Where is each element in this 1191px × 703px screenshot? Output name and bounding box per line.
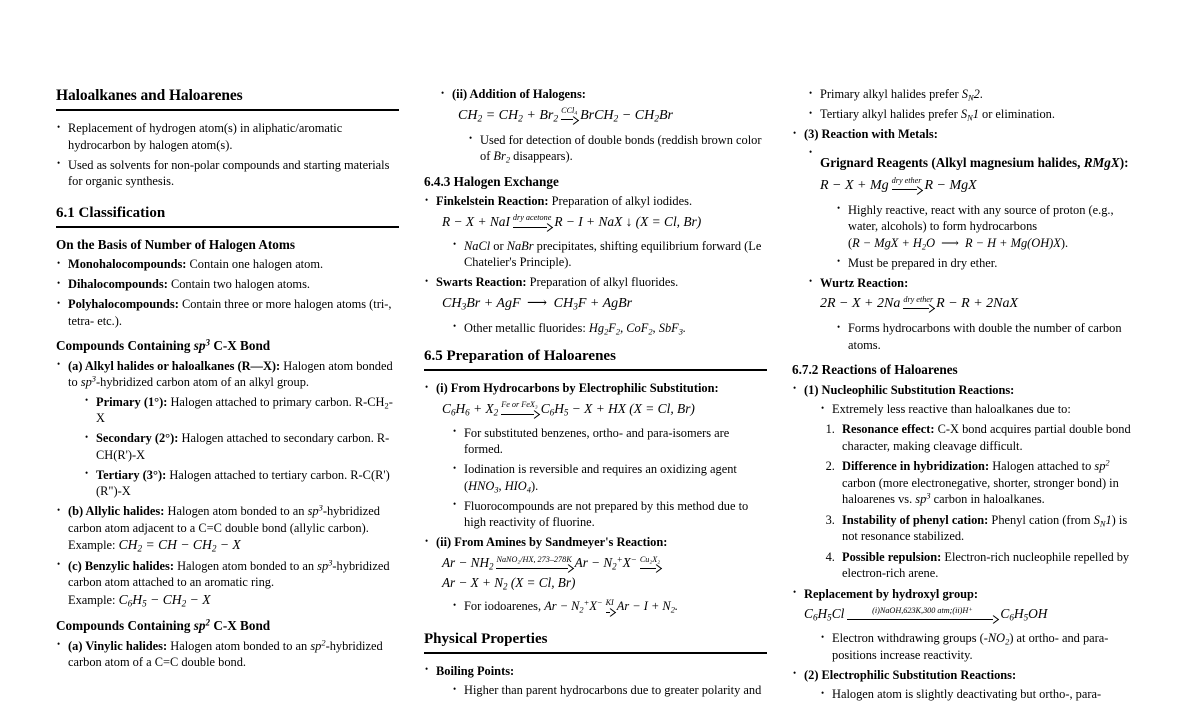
list-item: • Replacement of hydrogen atom(s) in aliphatic/aromatic hydrocarbon by halogen atom(s).	[56, 120, 399, 153]
term: (c) Benzylic halides:	[68, 558, 174, 573]
sp3-math: $sp^3$	[307, 503, 323, 519]
reaction-arrow	[501, 401, 538, 417]
list-item	[56, 296, 399, 329]
sp2-math: $sp^2$	[1094, 457, 1110, 473]
list-item	[424, 534, 767, 615]
arrow-label: dry ether	[903, 294, 934, 304]
list-item	[56, 358, 399, 500]
list-item	[792, 586, 1135, 664]
list-item-empty	[808, 146, 1135, 271]
list-item	[808, 86, 1135, 103]
term: Tertiary (3°):	[96, 467, 167, 482]
section-rule	[424, 652, 767, 654]
list-item: • Fluorocompounds are not prepared by this method due to high reactivity of fluorine.	[452, 498, 767, 531]
no2-math: $NO_2$	[987, 631, 1010, 647]
reaction-arrow	[640, 556, 660, 572]
arrow-label: CCl$_4$	[561, 106, 578, 117]
term: Primary (1°):	[96, 394, 168, 409]
subheading-sp3-bond	[56, 338, 399, 355]
list-item	[808, 106, 1135, 123]
wurtz-notes	[820, 320, 1135, 353]
term: Boiling Points:	[436, 663, 515, 678]
addition-equation: $CH_2 = CH_2 + Br_2$ CCl$_4$ BrCH$_2$ − $CH_2Br$	[458, 106, 673, 125]
term: Difference in hybridization:	[842, 459, 990, 473]
list-item: • Forms hydrocarbons with double the number of carbon atoms.	[836, 320, 1135, 353]
sn1-math: $S_N1$	[1093, 512, 1112, 528]
finkelstein-equation: R − X + NaI dry acetone R − I + NaX ↓ (X = Cl, Br)	[436, 212, 767, 232]
column-2	[424, 86, 767, 698]
term: Monohalocompounds:	[68, 257, 187, 272]
addition-list	[424, 86, 767, 165]
term: (a) Vinylic halides:	[68, 638, 168, 653]
term: Secondary (2°):	[96, 431, 179, 446]
physical-list	[424, 663, 767, 699]
subheading-basis: On the Basis of Number of Halogen Atoms	[56, 236, 295, 252]
plain-arrow: ⟶	[527, 295, 548, 311]
desc: Contain three or more halogen atoms (tri-, tetra- etc.).	[68, 297, 392, 328]
spacer	[820, 146, 1135, 155]
desc-post: carbon in haloalkanes.	[930, 492, 1045, 506]
wurtz-equation: 2R − X + 2Na dry ether R − R + 2NaX	[820, 294, 1019, 311]
list-item	[56, 638, 399, 671]
preference-list	[792, 86, 1135, 123]
subheading-haloarene-reactions: 6.7.2 Reactions of Haloarenes	[792, 362, 958, 377]
term: (a) Alkyl halides or haloalkanes (R—X):	[68, 358, 281, 373]
sp2-math: $sp^2$	[310, 637, 326, 653]
note-post: or elimination.	[978, 107, 1055, 121]
list-item	[838, 458, 1135, 508]
sp2-list	[56, 638, 399, 671]
list-item	[440, 86, 767, 165]
list-item: • Halogen atom is slightly deactivating but ortho-, para-	[820, 686, 1135, 703]
desc: Halogen attached to secondary carbon. R-CH(R')-X	[96, 431, 390, 462]
note-post: precipitates, shifting equilibrium forward (Le Chatelier's Principle).	[464, 238, 762, 270]
term: (i) From Hydrocarbons by Electrophilic Substitution:	[436, 381, 719, 396]
list-item	[56, 276, 399, 293]
list-item	[452, 238, 767, 271]
reaction-arrow	[513, 214, 551, 230]
boiling-notes	[436, 682, 767, 699]
list-item: • Used as solvents for non-polar compounds and starting materials for organic synthesis.	[56, 157, 399, 190]
term: Replacement by hydroxyl group:	[804, 586, 979, 601]
grignard-equation: R − X + Mg dry ether R − MgX	[820, 176, 977, 193]
electrophilic-equation: $C_6H_6 + X_2$ Fe or FeX₃ $C_6H_5 - X$ + HX (X = Cl, Br)	[442, 400, 695, 418]
desc: Halogen atom bonded to an	[170, 638, 311, 653]
heading-post: ):	[1119, 155, 1129, 170]
arrow-label: (i)NaOH,623K,300 atm;(ii)H⁺	[872, 605, 973, 615]
halogen-count-list	[56, 256, 399, 329]
term: Wurtz Reaction:	[820, 275, 909, 290]
heading-pre: Grignard Reagents (Alkyl magnesium halides,	[820, 155, 1084, 170]
list-item: • Higher than parent hydrocarbons due to greater polarity and	[452, 682, 767, 699]
section-preparation-haloarenes: 6.5 Preparation of Haloarenes	[424, 348, 616, 365]
halogen-exchange-list	[424, 193, 767, 336]
term: Instability of phenyl cation:	[842, 512, 989, 527]
term: Finkelstein Reaction:	[436, 194, 549, 208]
list-item	[424, 193, 767, 271]
list-item: • Extremely less reactive than haloalkanes due to:	[820, 401, 1135, 418]
heading-post: C-X Bond	[210, 338, 271, 354]
note-post: disappears).	[510, 149, 573, 163]
reasons-list	[804, 421, 1135, 582]
reaction-arrow	[606, 599, 614, 615]
example-label: Example:	[68, 538, 116, 553]
desc-post: ) is not resonance stabilized.	[842, 512, 1128, 543]
list-item	[424, 274, 767, 336]
sn2-math: $S_N2$	[961, 87, 980, 103]
arrow-shaft	[640, 565, 660, 572]
addition-notes	[452, 132, 767, 165]
desc-cont: -hybridized carbon atom adjacent to a C=C double bond (allylic carbon).	[68, 504, 380, 535]
metals-list	[792, 126, 1135, 143]
desc: Halogen atom bonded to an	[177, 558, 318, 573]
title-rule	[56, 109, 399, 111]
list-item	[792, 667, 1135, 703]
arrow-shaft	[513, 224, 551, 231]
preparation-list	[424, 380, 767, 615]
list-item	[452, 461, 767, 494]
sp3-list	[56, 358, 399, 609]
list-item	[56, 256, 399, 273]
list-item	[808, 275, 1135, 354]
page-title: Haloalkanes and Haloarenes	[56, 87, 243, 104]
sp3-math: $sp^3$	[80, 374, 96, 390]
note-mid: or	[490, 238, 507, 253]
list-item	[84, 394, 399, 427]
reaction-arrow	[903, 296, 933, 312]
term: Dihalocompounds:	[68, 277, 168, 292]
note-post: .	[979, 87, 983, 101]
degree-list	[68, 394, 399, 500]
sandmeyer-equation: $Ar - NH_2$ NaNO₂/HX, 273–278K $Ar - N_2^+X^-$ Cu₂X₂ $Ar - X + N_2$ (X = Cl, Br)	[442, 554, 661, 592]
rmgx-math: RMgX	[1083, 155, 1120, 170]
iodoarene-math: $Ar - N_2^+X^-$ KI $Ar - I + N_2$.	[544, 597, 679, 615]
intro-list	[56, 120, 399, 190]
oxidizing-agents-math: $HNO_3$, $HIO_4$	[468, 478, 531, 495]
list-item	[424, 380, 767, 531]
arrow-shaft	[561, 116, 577, 123]
arrow-label: Cu₂X₂	[639, 554, 661, 564]
reaction-arrow	[847, 607, 997, 623]
desc: Halogen attached to primary carbon. R-CH	[170, 394, 385, 409]
list-item	[84, 467, 399, 500]
term: Resonance effect:	[842, 422, 935, 436]
term: (2) Electrophilic Substitution Reactions:	[804, 667, 1017, 682]
subheading-sp2-bond	[56, 618, 399, 635]
grignard-hydrolysis-math: R − MgX + $H_2O$ ⟶ R − H + Mg(OH)X	[852, 235, 1061, 251]
subheading-grignard	[820, 155, 1135, 172]
benzylic-formula: $C_6H_5 - CH_2 - X$	[118, 591, 211, 609]
plain-arrow: ⟶	[941, 235, 959, 250]
desc-cont: -hybridized carbon atom of an alkyl group.	[96, 375, 309, 390]
term: (b) Allylic halides:	[68, 504, 165, 519]
term: Polyhalocompounds:	[68, 297, 179, 312]
wurtz-list	[792, 275, 1135, 354]
sp2-math: $sp^2$	[193, 617, 211, 634]
arrow-shaft	[892, 186, 922, 193]
list-item	[820, 630, 1135, 663]
fluorides-math: $Hg_2F_2$, CoF$_2$, SbF$_3$.	[588, 320, 687, 336]
reaction-arrow	[561, 107, 577, 123]
desc: Halogen atom bonded to	[68, 358, 393, 390]
list-item	[84, 430, 399, 463]
other-fluorides	[436, 320, 767, 337]
desc: Halogen atom bonded to an	[167, 504, 308, 519]
arrow-label: dry ether	[891, 176, 922, 186]
section-physical-properties: Physical Properties	[424, 630, 548, 647]
subscript: 2	[384, 400, 389, 411]
grignard-notes	[820, 202, 1135, 272]
allylic-formula: $CH_2$ = CH − $CH_2 - X$	[118, 537, 241, 554]
term: (ii) Addition of Halogens:	[452, 87, 586, 101]
reaction-arrow	[892, 177, 922, 193]
note-label: For iodoarenes,	[464, 599, 542, 614]
arrow-shaft	[501, 411, 538, 418]
note-post: ) at ortho- and para-positions increase reactivity.	[832, 631, 1109, 662]
desc: Phenyl cation (from	[991, 512, 1094, 527]
sn1-math: $S_N1$	[960, 107, 979, 123]
term: (1) Nucleophilic Substitution Reactions:	[804, 382, 1015, 397]
arrow-label: Fe or FeX₃	[501, 400, 538, 410]
sp3-math: $sp^3$	[915, 490, 931, 506]
desc: Contain two halogen atoms.	[170, 277, 310, 292]
nabr-math: NaBr	[506, 238, 534, 253]
column-1	[56, 86, 399, 670]
nucleophilic-sublist	[804, 401, 1135, 418]
nacl-math: NaCl	[464, 238, 491, 253]
list-item	[452, 598, 767, 615]
desc: C-X bond acquires partial double bond character, making cleavage difficult.	[842, 422, 1131, 453]
desc: Halogen attached to tertiary carbon. R-C(R')(R")-X	[96, 467, 390, 499]
list-item	[56, 503, 399, 554]
desc: Halogen attached to	[992, 459, 1095, 473]
heading-pre: Compounds Containing	[56, 338, 194, 354]
finkelstein-notes	[436, 238, 767, 271]
note-pre: Tertiary alkyl halides prefer	[820, 107, 961, 121]
swarts-equation: $CH_3Br$ + AgF ⟶ $CH_3F$ + AgBr	[436, 293, 767, 314]
desc-cont: -X	[96, 394, 393, 426]
list-item	[468, 132, 767, 165]
desc-cont: -hybridized carbon atom attached to an aromatic ring.	[68, 558, 390, 590]
desc: Preparation of alkyl iodides.	[551, 194, 693, 208]
br2-math: $Br_2$	[493, 149, 511, 165]
note-post: ).	[1060, 235, 1069, 250]
arrow-label: dry acetone	[512, 213, 552, 223]
desc: Preparation of alkyl fluorides.	[529, 275, 679, 290]
electrophilic-notes	[804, 686, 1135, 703]
electrophilic-notes	[436, 425, 767, 531]
term: Swarts Reaction:	[436, 275, 527, 290]
list-item	[424, 663, 767, 699]
arrow-shaft	[847, 616, 997, 623]
arrow-shaft	[606, 609, 614, 616]
list-item	[452, 320, 767, 337]
heading-pre: Compounds Containing	[56, 618, 194, 634]
note-label: Other metallic fluorides:	[464, 320, 586, 335]
reaction-arrow	[496, 556, 571, 572]
grignard-wrapper	[792, 146, 1135, 271]
note-pre: Electron withdrawing groups (-	[832, 631, 988, 646]
section-rule	[424, 369, 767, 371]
list-item	[56, 558, 399, 609]
list-item: • For substituted benzenes, ortho- and para-isomers are formed.	[452, 425, 767, 458]
list-item	[838, 512, 1135, 545]
desc-cont: -hybridized carbon atom of a C=C double bond.	[68, 638, 383, 670]
sp3-math: $sp^3$	[193, 337, 211, 354]
heading-post: C-X Bond	[210, 618, 271, 634]
haloarene-reaction-list	[792, 382, 1135, 703]
arrow-shaft	[903, 305, 933, 312]
example-label: Example:	[68, 592, 116, 607]
note-pre: Used for detection of double bonds (reddish brown color of	[480, 132, 762, 163]
note-post: ).	[530, 478, 539, 493]
ewg-notes	[804, 630, 1135, 663]
note-pre: Iodination is reversible and requires an oxidizing agent (	[464, 462, 737, 493]
list-item	[792, 126, 1135, 143]
note-pre: Highly reactive, react with any source of proton (e.g., water, alcohols) to form hydrocarbons (	[848, 202, 1114, 250]
subheading-halogen-exchange: 6.4.3 Halogen Exchange	[424, 173, 559, 189]
example-line	[68, 591, 399, 609]
arrow-shaft	[496, 565, 571, 572]
desc: Contain one halogen atom.	[189, 257, 324, 272]
list-item	[792, 382, 1135, 582]
term: (3) Reaction with Metals:	[804, 127, 938, 141]
three-column-layout	[56, 86, 1135, 702]
note-pre: Primary alkyl halides prefer	[820, 87, 962, 101]
arrow-label: NaNO₂/HX, 273–278K	[496, 554, 572, 564]
desc-mid: carbon (more electronegative, shorter, stronger bond) in haloarenes vs.	[842, 475, 1119, 506]
list-item	[836, 202, 1135, 252]
list-item: • Must be prepared in dry ether.	[836, 255, 1135, 272]
arrow-label: KI	[605, 598, 614, 608]
section-rule	[56, 226, 399, 228]
list-item	[838, 421, 1135, 454]
list-item	[838, 549, 1135, 582]
desc: Electron-rich nucleophile repelled by electron-rich arene.	[842, 549, 1130, 580]
term: (ii) From Amines by Sandmeyer's Reaction:	[436, 535, 668, 550]
iodoarene-notes	[436, 598, 767, 615]
sp3-math: $sp^3$	[317, 557, 333, 573]
column-3	[792, 86, 1135, 702]
section-classification: 6.1 Classification	[56, 204, 166, 221]
term: Possible repulsion:	[842, 549, 942, 564]
hydroxyl-equation: $C_6H_5Cl$ (i)NaOH,623K,300 atm;(ii)H⁺ $C_6H_5OH$	[804, 605, 1048, 623]
example-line	[68, 536, 399, 554]
